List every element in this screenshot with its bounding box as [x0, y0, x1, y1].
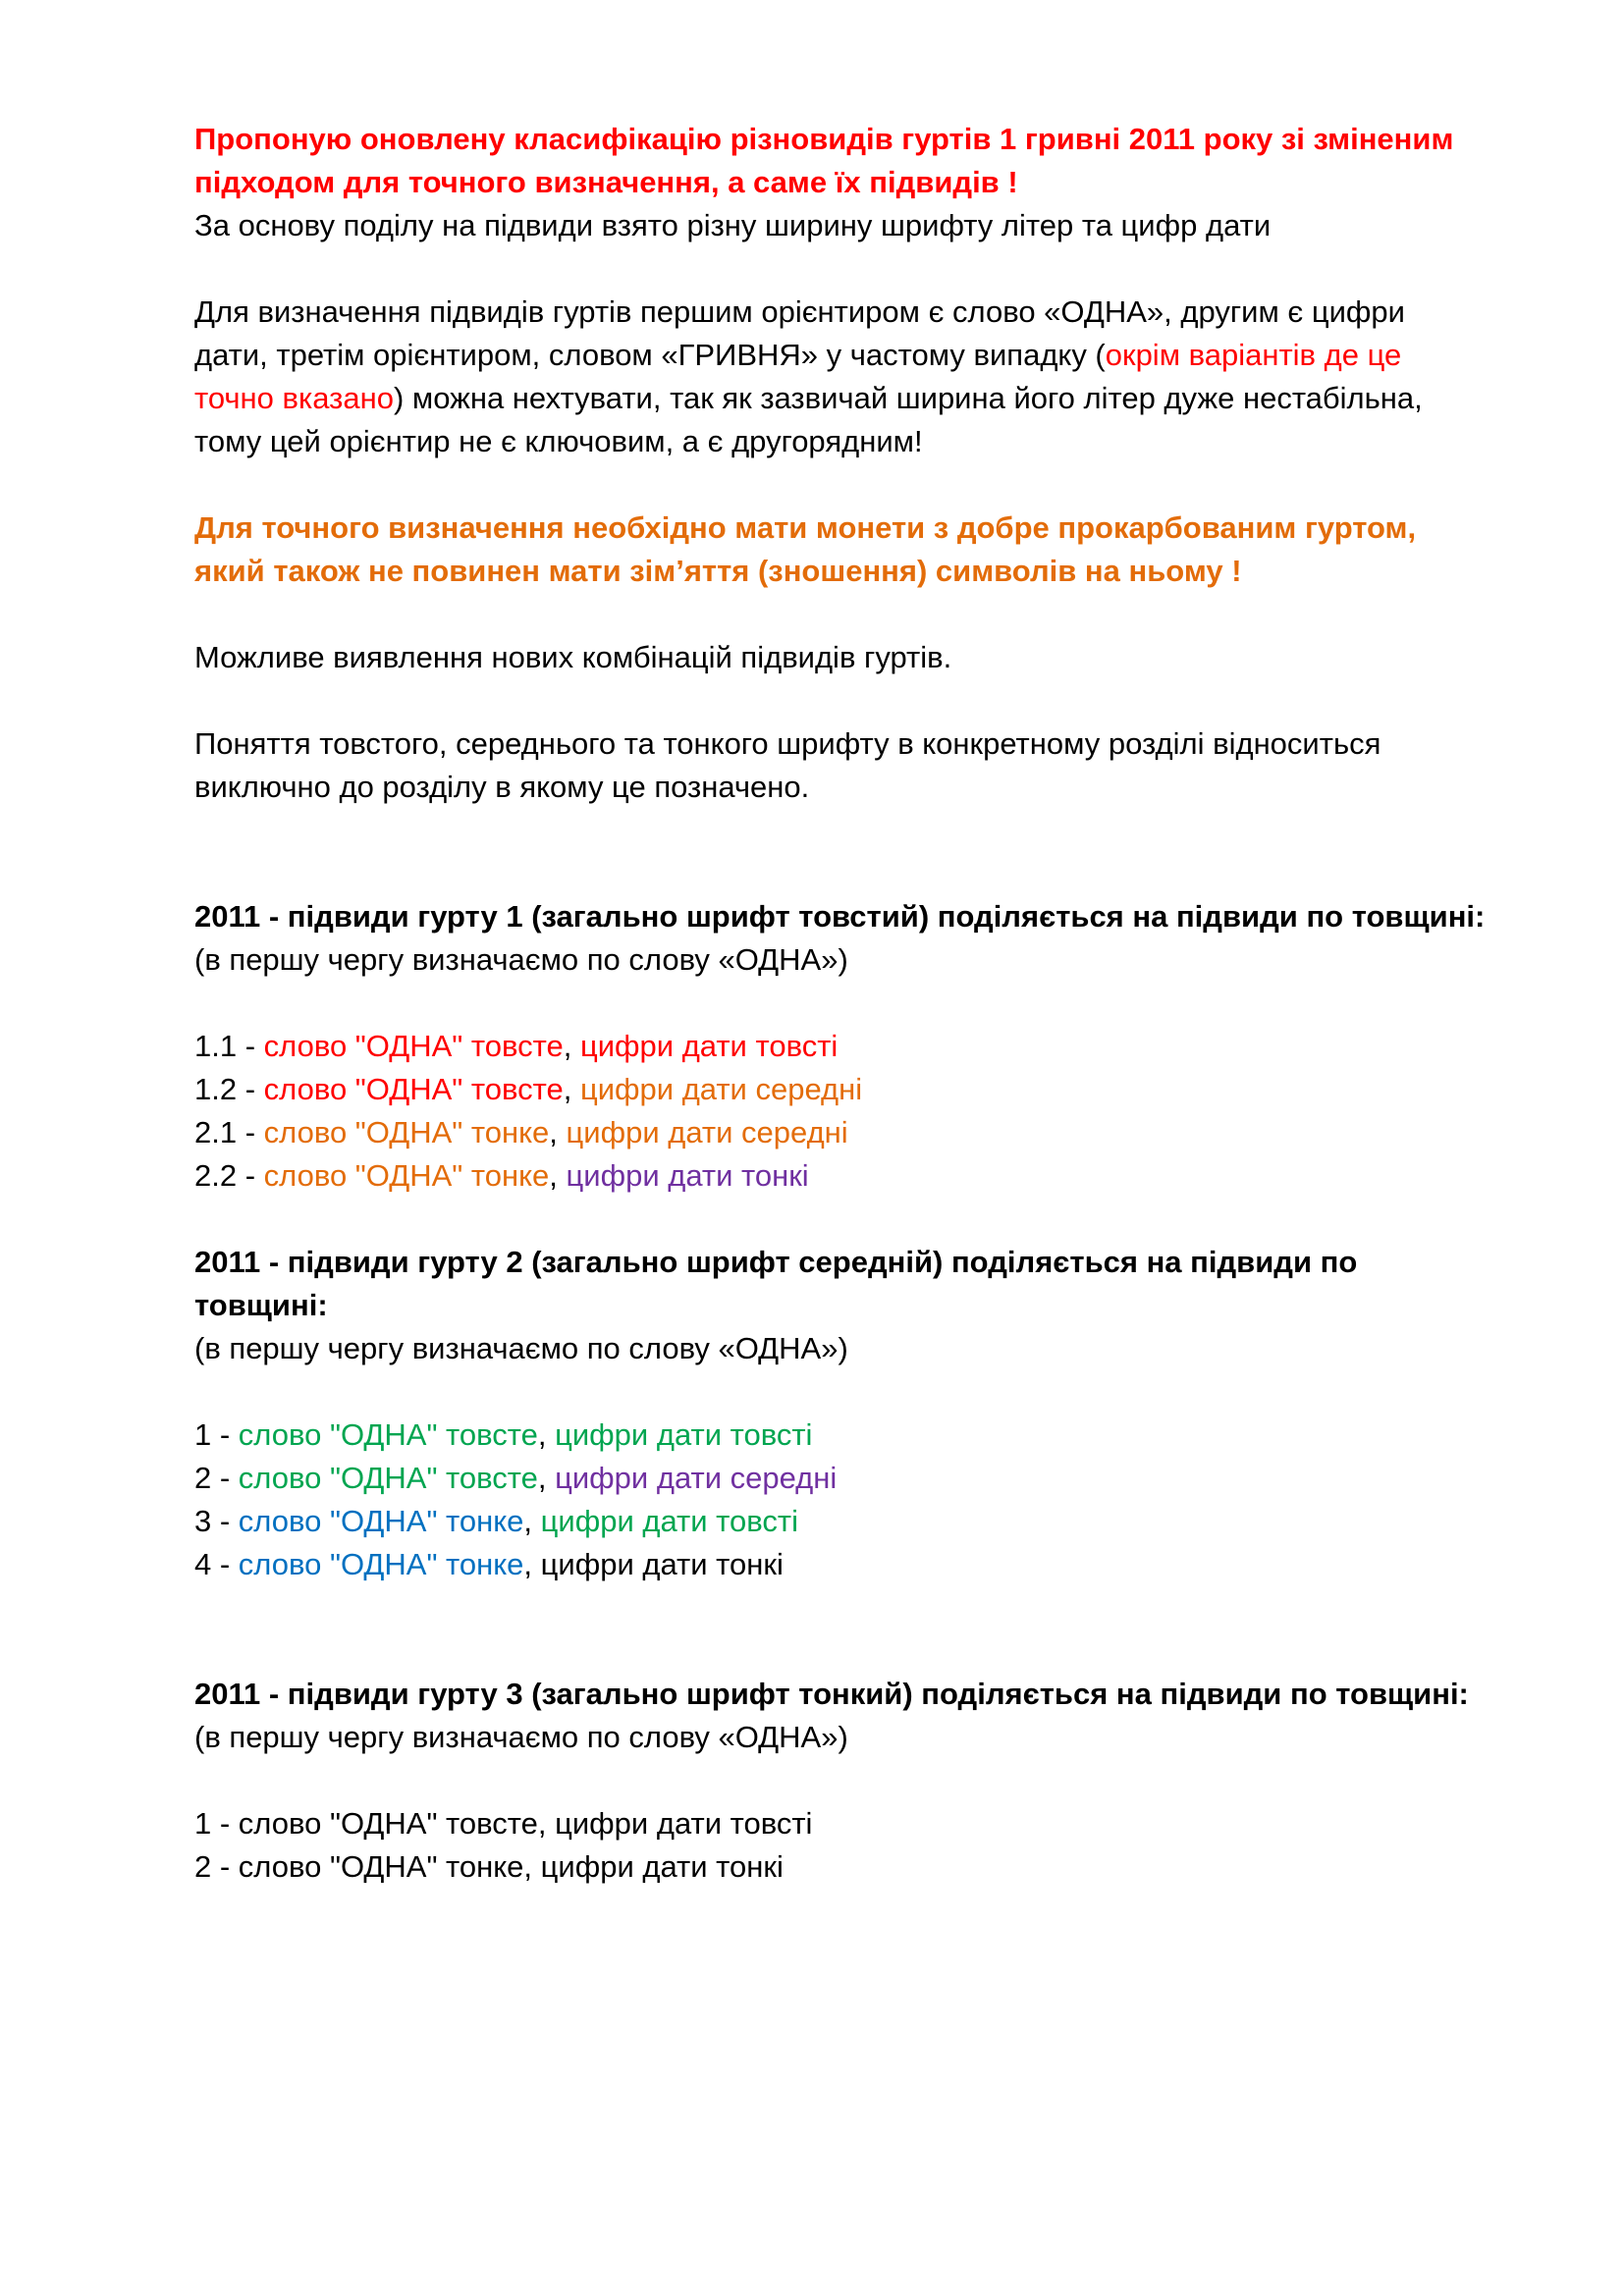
warning-line-1: Для точного визначення необхідно мати монети з добре прокарбованим гуртом, — [194, 510, 1417, 545]
orientation-line-3: точно вказано) можна нехтувати, так як зазвичай ширина його літер дуже нестабільна, — [194, 381, 1423, 415]
section-1-note: (в першу чергу визначаємо по слову «ОДНА») — [194, 942, 848, 977]
section-2-title-cont: товщині: — [194, 1288, 328, 1322]
list-item: 2.1 - слово "ОДНА" тонке, цифри дати середні — [194, 1115, 848, 1149]
headline-line-2: підходом для точного визначення, а саме їх підвидів ! — [194, 165, 1018, 199]
list-item: 3 - слово "ОДНА" тонке, цифри дати товсті — [194, 1504, 798, 1538]
headline-line-1: Пропоную оновлену класифікацію різновидів гуртів 1 гривні 2011 року зі зміненим — [194, 122, 1454, 156]
exception-note: окрім варіантів де це — [1105, 338, 1402, 372]
list-item: 1 - слово "ОДНА" товсте, цифри дати товсті — [194, 1806, 813, 1841]
document-page — [194, 118, 1530, 1889]
basis-text: За основу поділу на підвиди взято різну ширину шрифту літер та цифр дати — [194, 208, 1272, 242]
concept-line-1: Поняття товстого, середнього та тонкого шрифту в конкретному розділі відноситься — [194, 726, 1381, 761]
list-item: 1.2 - слово "ОДНА" товсте, цифри дати середні — [194, 1072, 863, 1106]
possible-note: Можливе виявлення нових комбінацій підвидів гуртів. — [194, 640, 952, 674]
list-item: 2 - слово "ОДНА" товсте, цифри дати середні — [194, 1461, 838, 1495]
list-item: 4 - слово "ОДНА" тонке, цифри дати тонкі — [194, 1547, 784, 1581]
exception-note-cont: точно вказано — [194, 381, 394, 415]
section-2-note: (в першу чергу визначаємо по слову «ОДНА») — [194, 1331, 848, 1365]
list-item: 1.1 - слово "ОДНА" товсте, цифри дати товсті — [194, 1029, 839, 1063]
section-3-title: 2011 - підвиди гурту 3 (загально шрифт тонкий) поділяється на підвиди по товщині: — [194, 1677, 1469, 1711]
orientation-line-1: Для визначення підвидів гуртів першим орієнтиром є слово «ОДНА», другим є цифри — [194, 294, 1405, 329]
list-item: 2 - слово "ОДНА" тонке, цифри дати тонкі — [194, 1849, 784, 1884]
section-1-title: 2011 - підвиди гурту 1 (загально шрифт товстий) поділяється на підвиди по товщині: — [194, 899, 1486, 934]
concept-line-2: виключно до розділу в якому це позначено. — [194, 770, 810, 804]
list-item: 2.2 - слово "ОДНА" тонке, цифри дати тонкі — [194, 1158, 809, 1193]
orientation-line-2: дати, третім орієнтиром, словом «ГРИВНЯ» у частому випадку (окрім варіантів де це — [194, 338, 1402, 372]
section-3-note: (в першу чергу визначаємо по слову «ОДНА») — [194, 1720, 848, 1754]
warning-line-2: який також не повинен мати зім’яття (зношення) символів на ньому ! — [194, 554, 1242, 588]
orientation-line-4: тому цей орієнтир не є ключовим, а є другорядним! — [194, 424, 923, 458]
section-2-title: 2011 - підвиди гурту 2 (загально шрифт середній) поділяється на підвиди по — [194, 1245, 1358, 1279]
list-item: 1 - слово "ОДНА" товсте, цифри дати товсті — [194, 1417, 813, 1452]
